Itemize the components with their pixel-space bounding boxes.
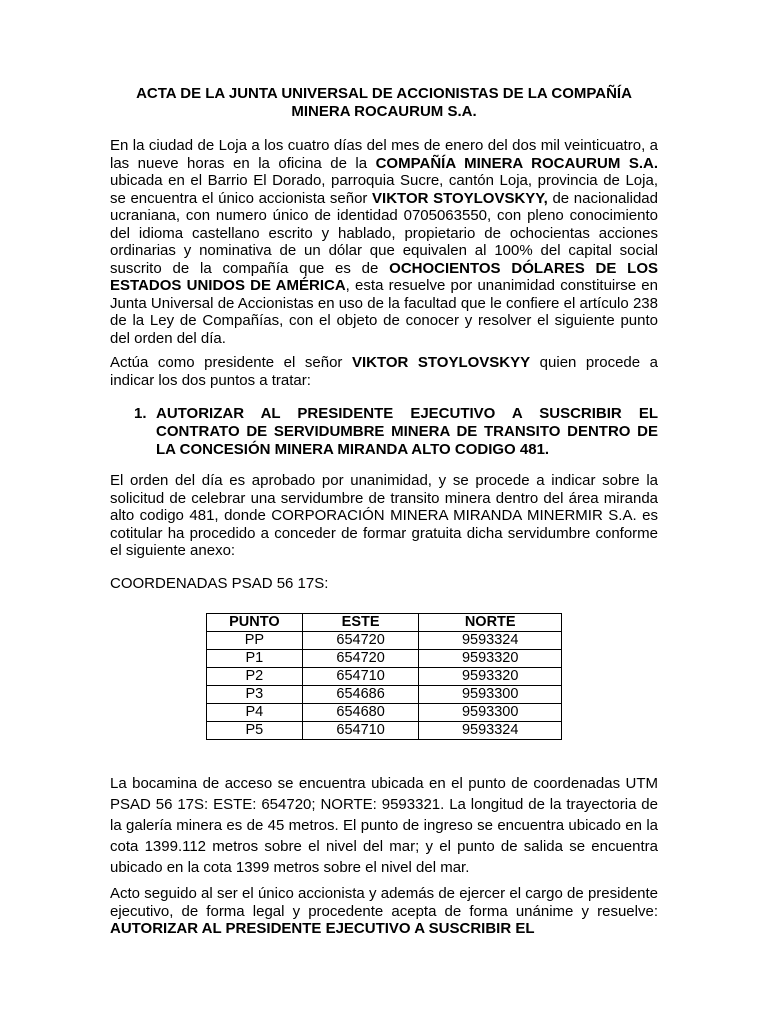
intro-paragraph [110,137,658,347]
text-run: de nacionalidad ucraniana, con numero único de identidad 0705063550, con pleno conocimiento del idioma castellano escrito y hablado, propietario de ochocientas acciones ordinarias y nominativa de un dólar que equivalen al 100% del capital social suscrito de la compañía que es de [110,189,658,277]
header-punto: PUNTO [207,614,303,632]
cell-norte: 9593300 [419,686,562,704]
table-row [207,650,562,668]
cell-punto: P1 [207,650,303,668]
header-norte: NORTE [419,614,562,632]
text-run: La bocamina de acceso se encuentra ubicada en el punto de coordenadas UTM PSAD 56 17S: ESTE: 654720; NORTE: 9593321. La longitud de la trayectoria de la galería minera es de 45 metros. El punto de ingreso se encuentra ubicado en la cota 1399.112 metros sobre el nivel del mar; y el punto de salida se encuentra ubicado en la cota 1399 metros sobre el nivel del mar. [110,775,658,876]
cell-norte: 9593320 [419,650,562,668]
cell-este: 654686 [302,686,419,704]
bold-text-run: OCHOCIENTOS DÓLARES DE LOS ESTADOS UNIDOS DE AMÉRICA [110,259,659,294]
cell-norte: 9593324 [419,722,562,740]
agenda-item-number: 1. [134,405,147,422]
cell-este: 654710 [302,722,419,740]
president-paragraph [110,354,658,389]
approval-paragraph [110,472,658,560]
header-este: ESTE [302,614,419,632]
text-run: El orden del día es aprobado por unanimidad, y se procede a indicar sobre la solicitud de celebrar una servidumbre de transito minera dentro del área miranda alto codigo 481, donde CORPORACIÓN MINERA MIRANDA MINERMIR S.A. es cotitular ha procedido a conceder de formar gratuita dicha servidumbre conforme el siguiente anexo: [110,472,658,559]
table-header-row [207,614,562,632]
text-run: , esta resuelve por unanimidad constituirse en Junta Universal de Accionistas en uso de la facultad que le confiere el artículo 238 de la Ley de Compañías, con el objeto de conocer y resolver el siguiente punto del orden del día. [110,277,658,347]
cell-punto: P5 [207,722,303,740]
text-run: quien procede a indicar los dos puntos a tratar: [110,354,658,389]
document-title: ACTA DE LA JUNTA UNIVERSAL DE ACCIONISTAS DE LA COMPAÑÍA MINERA ROCAURUM S.A. [136,85,632,120]
cell-punto: P4 [207,704,303,722]
cell-este: 654720 [302,632,419,650]
coordinates-label: COORDENADAS PSAD 56 17S: [110,575,329,592]
cell-punto: PP [207,632,303,650]
text-run: Acto seguido al ser el único accionista y además de ejercer el cargo de presidente ejecutivo, de forma legal y procedente acepta de forma unánime y resuelve: [110,885,658,920]
agenda-item-text: AUTORIZAR AL PRESIDENTE EJECUTIVO A SUSCRIBIR EL CONTRATO DE SERVIDUMBRE MINERA DE TRANSITO DENTRO DE LA CONCESIÓN MINERA MIRANDA ALTO CODIGO 481. [156,405,658,458]
table-row [207,722,562,740]
resolution-paragraph [110,885,658,938]
cell-este: 654710 [302,668,419,686]
text-run: En la ciudad de Loja a los cuatro días del mes de enero del dos mil veinticuatro, a las nueve horas en la oficina de la [110,137,658,172]
bold-text-run: AUTORIZAR AL PRESIDENTE EJECUTIVO A SUSCRIBIR EL [110,920,535,937]
coordinates-table [206,613,562,740]
cell-norte: 9593324 [419,632,562,650]
table-row [207,668,562,686]
bold-text-run: VIKTOR STOYLOVSKYY, [372,189,548,207]
bold-text-run: VIKTOR STOYLOVSKYY [351,354,531,371]
cell-este: 654680 [302,704,419,722]
agenda-item-1 [134,405,658,459]
bold-text-run: COMPAÑÍA MINERA ROCAURUM S.A. [375,154,659,172]
text-run: ubicada en el Barrio El Dorado, parroquia Sucre, cantón Loja, provincia de Loja, se encuentra el único accionista señor [110,172,658,207]
table-row [207,632,562,650]
cell-norte: 9593320 [419,668,562,686]
text-run: Actúa como presidente el señor [110,354,352,371]
table-row [207,686,562,704]
table-row [207,704,562,722]
cell-punto: P3 [207,686,303,704]
bocamina-paragraph [110,773,658,878]
cell-norte: 9593300 [419,704,562,722]
cell-este: 654720 [302,650,419,668]
cell-punto: P2 [207,668,303,686]
